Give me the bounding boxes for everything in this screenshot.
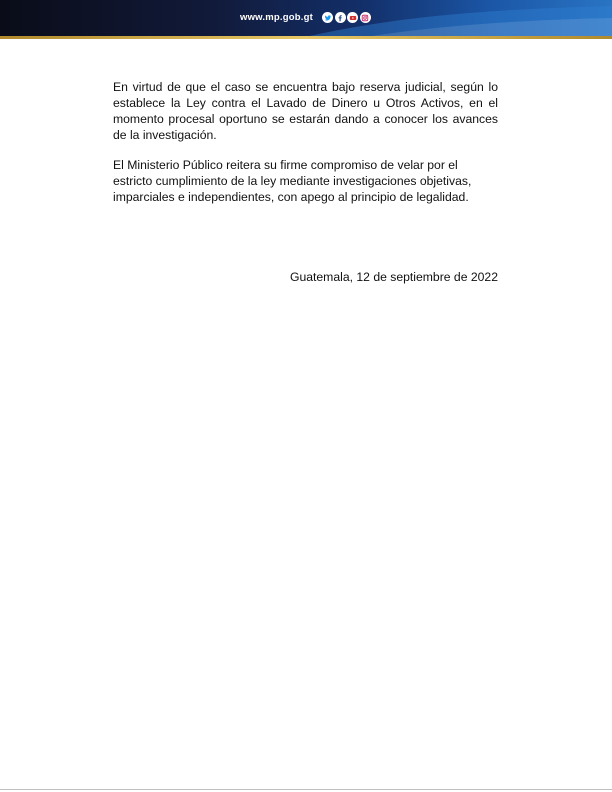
page-header	[0, 0, 612, 38]
footer-divider	[0, 789, 612, 790]
social-icons	[322, 12, 371, 23]
date-line: Guatemala, 12 de septiembre de 2022	[289, 270, 498, 284]
youtube-icon[interactable]	[347, 12, 358, 23]
facebook-icon[interactable]	[335, 12, 346, 23]
paragraph-compromiso: El Ministerio Público reitera su firme compromiso de velar por el estricto cumplimiento de la ley mediante investigaciones objetivas, imparciales e independientes, con apego al principio de legalidad.	[113, 158, 472, 204]
paragraph-reserva-judicial: En virtud de que el caso se encuentra bajo reserva judicial, según lo establece la Ley contra el Lavado de Dinero u Otros Activos, en el momento procesal oportuno se estarán dando a conocer los avances de la investigación.	[113, 80, 498, 142]
header-gold-divider	[0, 36, 612, 39]
site-url-link[interactable]: www.mp.gob.gt	[240, 12, 313, 23]
instagram-icon[interactable]	[360, 12, 371, 23]
twitter-icon[interactable]	[322, 12, 333, 23]
